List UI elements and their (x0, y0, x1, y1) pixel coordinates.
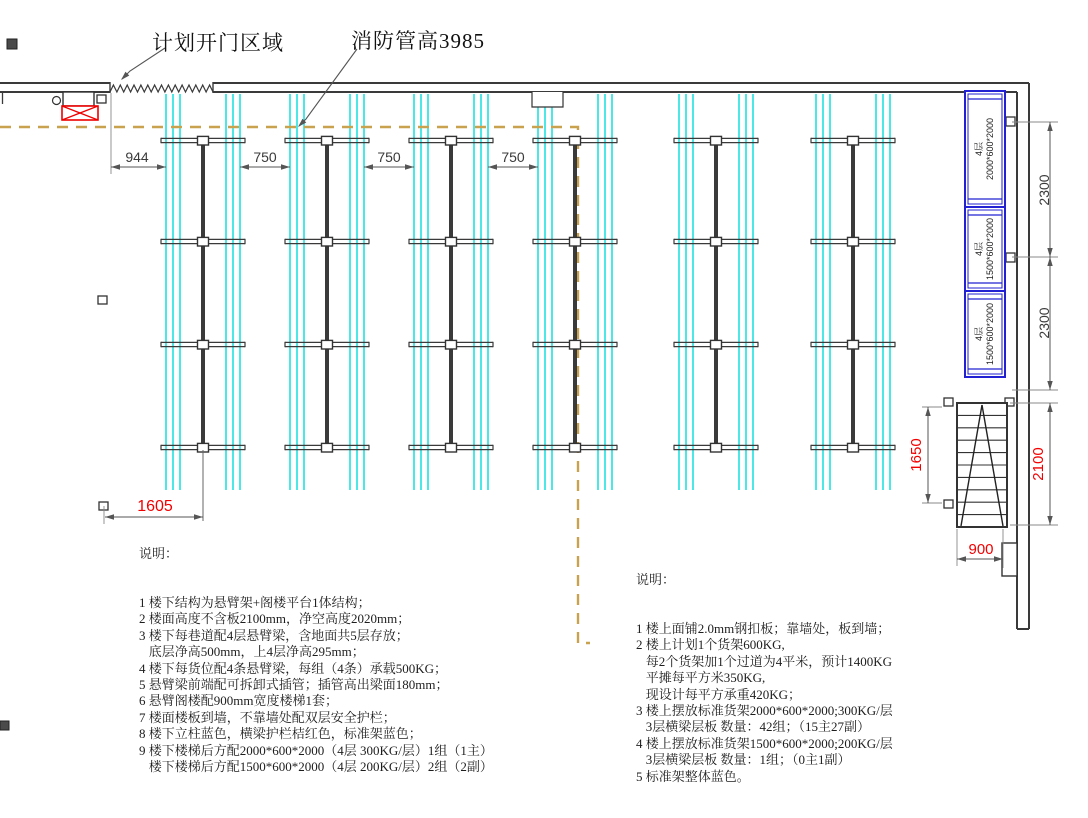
note-line: 楼下楼梯后方配1500*600*2000（4层 200KG/层）2组（2副） (139, 759, 493, 775)
notes-right (636, 539, 893, 818)
right-rack-3-size: 1500*600*2000 (985, 302, 995, 366)
right-rack-3-layers: 4层 (974, 327, 984, 342)
right-rack-3-label (974, 295, 996, 373)
notes-left-title: 说明： (139, 545, 179, 561)
notes-right-title: 说明： (636, 571, 676, 587)
note-line: 3层横梁层板 数量：1组；（0主1副） (636, 752, 851, 768)
note-line: 2 楼面高度不含板2100mm，净空高度2020mm； (139, 611, 411, 627)
note-line: 现设计每平方承重420KG； (636, 686, 802, 702)
note-line: 5 标准架整体蓝色。 (636, 768, 750, 784)
right-rack-1-layers: 4层 (974, 142, 984, 157)
right-rack-2-layers: 4层 (974, 242, 984, 257)
dim-stair-width: 900 (968, 541, 994, 558)
dim-aisle-1: 750 (253, 149, 277, 165)
note-line: 3 楼下每巷道配4层悬臂梁，含地面共5层存放； (139, 627, 409, 643)
note-line: 5 悬臂梁前端配可拆卸式插管；插管高出梁面180mm； (139, 677, 449, 693)
note-line: 每2个货架加1个过道为4平米，预计1400KG (636, 653, 893, 669)
note-line: 3 楼上摆放标准货架2000*600*2000;300KG/层 (636, 703, 893, 719)
dim-aisle-2: 750 (377, 149, 401, 165)
right-rack-1-label (974, 94, 996, 204)
dim-mezzanine-left: 1605 (137, 498, 173, 515)
right-rack-1-size: 2000*600*2000 (985, 117, 995, 181)
notes-left (139, 513, 493, 808)
note-line: 7 楼面楼板到墙，不靠墙处配双层安全护栏； (139, 709, 396, 725)
note-line: 1 楼下结构为悬臂架+阁楼平台1体结构； (139, 595, 371, 611)
fire-pipe-label: 消防管高3985 (351, 29, 485, 53)
note-line: 9 楼下楼梯后方配2000*600*2000（4层 300KG/层）1组（1主） (139, 742, 493, 758)
note-line: 3层横梁层板 数量：42组；（15主27副） (636, 719, 871, 735)
note-line: 2 楼上计划1个货架600KG, (636, 637, 785, 653)
note-line: 4 楼上摆放标准货架1500*600*2000;200KG/层 (636, 735, 893, 751)
dim-stair-run: 1650 (908, 438, 925, 472)
note-line: 底层净高500mm，上4层净高295mm； (139, 644, 365, 660)
door-area-label: 计划开门区域 (152, 31, 284, 55)
dim-wall-bay-2: 2300 (1036, 307, 1052, 339)
dim-door-offset: 944 (125, 149, 149, 165)
note-line: 4 楼下每货位配4条悬臂梁，每组（4条）承载500KG； (139, 660, 448, 676)
note-line: 6 悬臂阁楼配900mm宽度楼梯1套； (139, 693, 338, 709)
right-rack-2-label (974, 210, 996, 288)
note-line: 8 楼下立柱蓝色，横梁护栏桔红色，标准架蓝色； (139, 726, 422, 742)
dim-wall-bay-1: 2300 (1036, 174, 1052, 206)
note-line: 平摊每平方米350KG, (636, 670, 766, 686)
dim-aisle-3: 750 (501, 149, 525, 165)
dim-stair-total: 2100 (1030, 447, 1047, 481)
note-line: 1 楼上面铺2.0mm钢扣板；靠墙处，板到墙； (636, 621, 891, 637)
right-rack-2-size: 1500*600*2000 (985, 217, 995, 281)
